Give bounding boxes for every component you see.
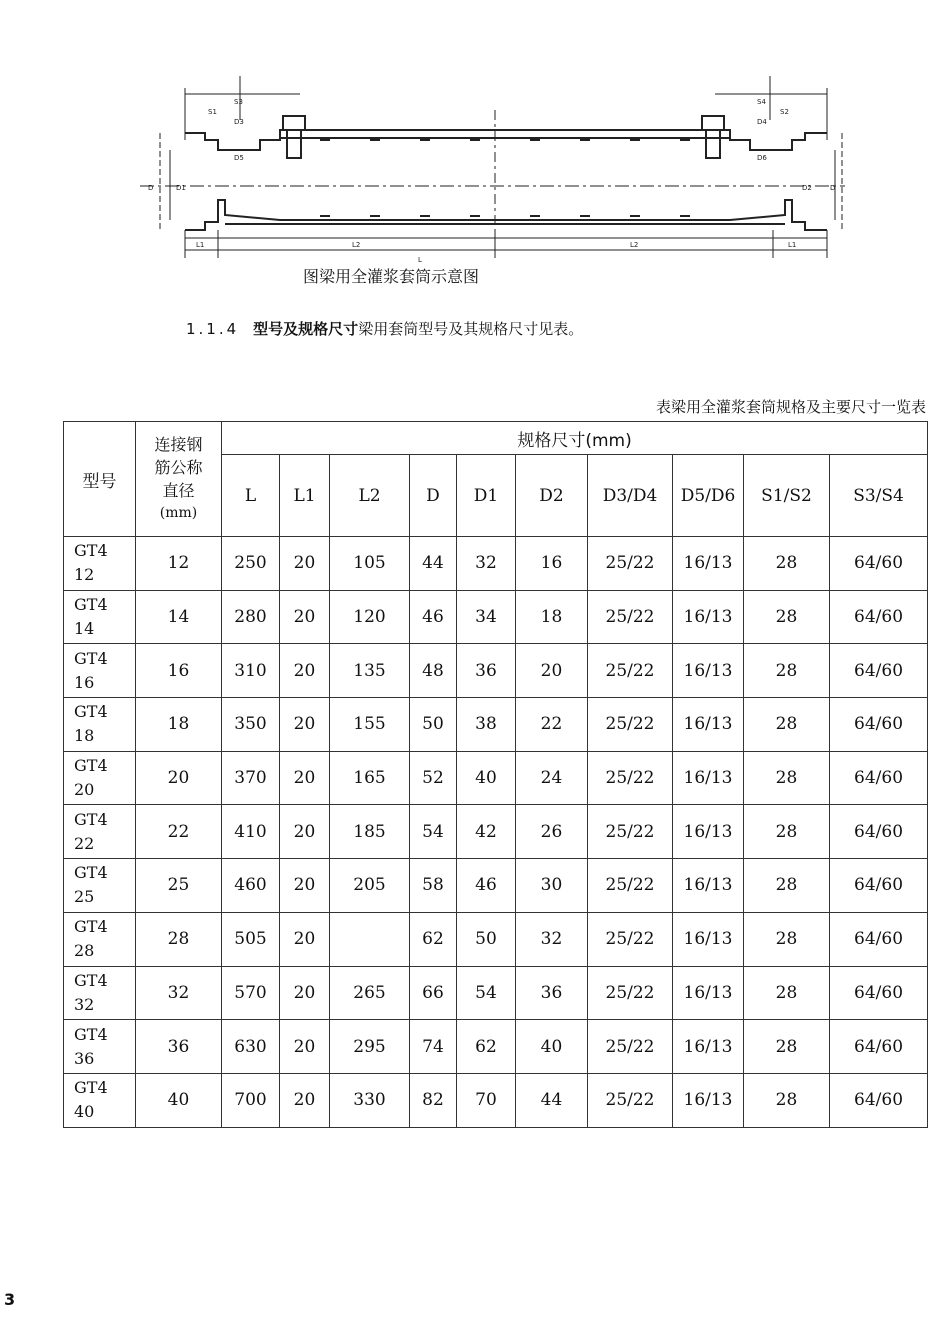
table-cell: 25/22 [588, 859, 673, 913]
model-cell [64, 1020, 136, 1074]
table-cell: 62 [410, 912, 457, 966]
model-cell-line: GT4 [74, 1078, 108, 1098]
model-cell-line: 12 [74, 565, 95, 585]
table-cell: 64/60 [830, 805, 928, 859]
table-cell: 28 [744, 912, 830, 966]
header-model: 型号 [64, 422, 136, 537]
dim-label-d3: D3 [234, 118, 244, 126]
table-cell: 28 [744, 966, 830, 1020]
table-cell: 16 [516, 537, 588, 591]
table-cell: 350 [222, 698, 280, 752]
header-diameter-line: (mm) [159, 505, 198, 521]
table-cell: 28 [744, 590, 830, 644]
header-col: S1/S2 [744, 455, 830, 537]
table-cell: 64/60 [830, 912, 928, 966]
table-cell: 64/60 [830, 590, 928, 644]
header-spec-group: 规格尺寸(mm) [222, 422, 928, 455]
dim-label-l2-left: L2 [352, 241, 361, 249]
table-cell: 20 [136, 751, 222, 805]
table-cell: 20 [280, 698, 330, 752]
table-row [64, 751, 928, 805]
model-cell-line: 16 [74, 672, 95, 692]
dim-label-s3: S3 [234, 98, 243, 106]
table-row [64, 698, 928, 752]
table-cell: 26 [516, 805, 588, 859]
model-cell-line: GT4 [74, 863, 108, 883]
table-row [64, 537, 928, 591]
table-cell: 25/22 [588, 912, 673, 966]
table-cell: 700 [222, 1073, 280, 1127]
dim-label-s4: S4 [757, 98, 766, 106]
table-cell: 36 [457, 644, 516, 698]
table-cell: 20 [280, 912, 330, 966]
table-cell: 28 [744, 1073, 830, 1127]
dim-label-d5: D5 [234, 154, 244, 162]
table-cell: 32 [516, 912, 588, 966]
table-cell: 20 [280, 966, 330, 1020]
table-cell: 280 [222, 590, 280, 644]
header-diameter-line: 连接钢 [154, 435, 203, 454]
section-title: 型号及规格尺寸 [253, 320, 359, 338]
table-cell: 185 [330, 805, 410, 859]
model-cell-line: GT4 [74, 541, 108, 561]
dim-label-l1: L1 [196, 241, 205, 249]
table-cell: 28 [744, 698, 830, 752]
table-cell: 16/13 [673, 1020, 744, 1074]
dim-label-d-left: D [148, 184, 154, 192]
header-rebar-diameter [136, 422, 222, 537]
table-cell: 36 [136, 1020, 222, 1074]
section-text: 梁用套筒型号及其规格尺寸见表。 [358, 320, 584, 338]
table-cell: 205 [330, 859, 410, 913]
table-cell: 64/60 [830, 698, 928, 752]
model-cell [64, 859, 136, 913]
table-cell: 505 [222, 912, 280, 966]
table-cell: 28 [744, 1020, 830, 1074]
table-cell: 64/60 [830, 859, 928, 913]
table-cell: 38 [457, 698, 516, 752]
model-cell-line: GT4 [74, 809, 108, 829]
table-cell: 62 [457, 1020, 516, 1074]
table-cell: 18 [136, 698, 222, 752]
table-cell: 28 [744, 644, 830, 698]
table-cell: 16/13 [673, 966, 744, 1020]
header-col: D5/D6 [673, 455, 744, 537]
header-diameter-line: 直径 [162, 481, 195, 500]
model-cell-line: 36 [74, 1048, 95, 1068]
table-cell: 155 [330, 698, 410, 752]
table-cell: 20 [280, 1020, 330, 1074]
table-row [64, 966, 928, 1020]
table-cell: 20 [280, 590, 330, 644]
table-cell: 460 [222, 859, 280, 913]
table-cell: 120 [330, 590, 410, 644]
table-cell: 46 [410, 590, 457, 644]
table-row [64, 805, 928, 859]
table-cell: 25/22 [588, 966, 673, 1020]
dim-label-l2-right: L2 [630, 241, 639, 249]
table-cell: 25/22 [588, 537, 673, 591]
model-cell-line: GT4 [74, 756, 108, 776]
dim-label-d2: D2 [802, 184, 812, 192]
dim-label-d-right: D [830, 184, 836, 192]
model-cell [64, 590, 136, 644]
table-cell: 34 [457, 590, 516, 644]
table-cell [330, 912, 410, 966]
table-cell: 70 [457, 1073, 516, 1127]
table-row [64, 912, 928, 966]
table-cell: 28 [136, 912, 222, 966]
header-col: S3/S4 [830, 455, 928, 537]
table-cell: 52 [410, 751, 457, 805]
table-cell: 310 [222, 644, 280, 698]
table-caption: 表梁用全灌浆套筒规格及主要尺寸一览表 [655, 398, 926, 416]
table-cell: 330 [330, 1073, 410, 1127]
dim-label-s2: S2 [780, 108, 789, 116]
table-cell: 16/13 [673, 859, 744, 913]
dim-label-l1-right: L1 [788, 241, 797, 249]
table-cell: 16/13 [673, 1073, 744, 1127]
table-cell: 570 [222, 966, 280, 1020]
table-cell: 16/13 [673, 805, 744, 859]
table-cell: 64/60 [830, 1073, 928, 1127]
header-col: D1 [457, 455, 516, 537]
table-cell: 20 [280, 805, 330, 859]
table-cell: 64/60 [830, 966, 928, 1020]
model-cell-line: 32 [74, 994, 95, 1014]
table-cell: 25 [136, 859, 222, 913]
table-cell: 64/60 [830, 751, 928, 805]
table-cell: 48 [410, 644, 457, 698]
model-cell-line: GT4 [74, 595, 108, 615]
model-cell-line: GT4 [74, 917, 108, 937]
table-cell: 25/22 [588, 751, 673, 805]
page-number: 3 [4, 1290, 16, 1309]
table-cell: 82 [410, 1073, 457, 1127]
table-cell: 16 [136, 644, 222, 698]
table-cell: 40 [457, 751, 516, 805]
table-cell: 250 [222, 537, 280, 591]
table-cell: 25/22 [588, 644, 673, 698]
header-col: L2 [330, 455, 410, 537]
table-cell: 20 [280, 751, 330, 805]
table-cell: 36 [516, 966, 588, 1020]
table-cell: 295 [330, 1020, 410, 1074]
table-cell: 54 [410, 805, 457, 859]
table-cell: 16/13 [673, 644, 744, 698]
table-cell: 58 [410, 859, 457, 913]
table-cell: 165 [330, 751, 410, 805]
model-cell-line: 40 [74, 1102, 95, 1122]
table-row [64, 1073, 928, 1127]
model-cell-line: 25 [74, 887, 95, 907]
table-cell: 40 [516, 1020, 588, 1074]
table-cell: 630 [222, 1020, 280, 1074]
table-row [64, 590, 928, 644]
table-cell: 16/13 [673, 698, 744, 752]
model-cell-line: 28 [74, 941, 95, 961]
table-cell: 74 [410, 1020, 457, 1074]
section-number: 1.1.4 [186, 320, 240, 338]
table-cell: 54 [457, 966, 516, 1020]
table-cell: 20 [280, 859, 330, 913]
table-cell: 44 [516, 1073, 588, 1127]
table-cell: 22 [516, 698, 588, 752]
table-cell: 16/13 [673, 537, 744, 591]
model-cell-line: 20 [74, 780, 95, 800]
table-cell: 28 [744, 537, 830, 591]
table-cell: 66 [410, 966, 457, 1020]
table-cell: 46 [457, 859, 516, 913]
model-cell [64, 644, 136, 698]
model-cell-line: GT4 [74, 970, 108, 990]
table-cell: 25/22 [588, 590, 673, 644]
table-cell: 16/13 [673, 751, 744, 805]
table-cell: 28 [744, 751, 830, 805]
table-cell: 370 [222, 751, 280, 805]
table-cell: 25/22 [588, 1020, 673, 1074]
model-cell [64, 805, 136, 859]
table-cell: 18 [516, 590, 588, 644]
dim-label-d6: D6 [757, 154, 767, 162]
table-cell: 20 [516, 644, 588, 698]
table-cell: 265 [330, 966, 410, 1020]
table-cell: 40 [136, 1073, 222, 1127]
model-cell [64, 698, 136, 752]
model-cell [64, 966, 136, 1020]
dim-label-l: L [418, 256, 422, 264]
table-cell: 44 [410, 537, 457, 591]
header-col: L1 [280, 455, 330, 537]
model-cell-line: 14 [74, 619, 95, 639]
table-cell: 28 [744, 859, 830, 913]
header-col: D3/D4 [588, 455, 673, 537]
table-cell: 64/60 [830, 1020, 928, 1074]
table-cell: 50 [410, 698, 457, 752]
model-cell [64, 537, 136, 591]
table-cell: 24 [516, 751, 588, 805]
table-cell: 410 [222, 805, 280, 859]
table-cell: 28 [744, 805, 830, 859]
model-cell-line: 18 [74, 726, 95, 746]
dim-label-d1: D1 [176, 184, 186, 192]
table-cell: 135 [330, 644, 410, 698]
table-cell: 32 [457, 537, 516, 591]
table-row [64, 1020, 928, 1074]
table-cell: 25/22 [588, 698, 673, 752]
section-heading [186, 318, 583, 339]
spec-table [63, 421, 928, 1128]
model-cell-line: GT4 [74, 702, 108, 722]
table-cell: 30 [516, 859, 588, 913]
spec-table-body [64, 537, 928, 1128]
table-cell: 14 [136, 590, 222, 644]
table-cell: 16/13 [673, 590, 744, 644]
table-cell: 16/13 [673, 912, 744, 966]
table-cell: 20 [280, 644, 330, 698]
table-cell: 25/22 [588, 805, 673, 859]
model-cell [64, 912, 136, 966]
model-cell-line: GT4 [74, 648, 108, 668]
model-cell-line: 22 [74, 833, 95, 853]
model-cell [64, 751, 136, 805]
table-cell: 20 [280, 1073, 330, 1127]
table-cell: 105 [330, 537, 410, 591]
header-col: D2 [516, 455, 588, 537]
table-cell: 42 [457, 805, 516, 859]
header-col: D [410, 455, 457, 537]
table-cell: 32 [136, 966, 222, 1020]
model-cell-line: GT4 [74, 1024, 108, 1044]
table-row [64, 644, 928, 698]
table-cell: 20 [280, 537, 330, 591]
sleeve-diagram [130, 60, 850, 270]
table-cell: 50 [457, 912, 516, 966]
table-cell: 12 [136, 537, 222, 591]
table-cell: 64/60 [830, 537, 928, 591]
table-cell: 25/22 [588, 1073, 673, 1127]
header-diameter-line: 筋公称 [154, 458, 203, 477]
table-cell: 22 [136, 805, 222, 859]
figure-caption: 图梁用全灌浆套筒示意图 [303, 267, 480, 286]
dim-label-s1: S1 [208, 108, 217, 116]
table-row [64, 859, 928, 913]
header-col: L [222, 455, 280, 537]
dim-label-d4: D4 [757, 118, 767, 126]
model-cell [64, 1073, 136, 1127]
table-cell: 64/60 [830, 644, 928, 698]
